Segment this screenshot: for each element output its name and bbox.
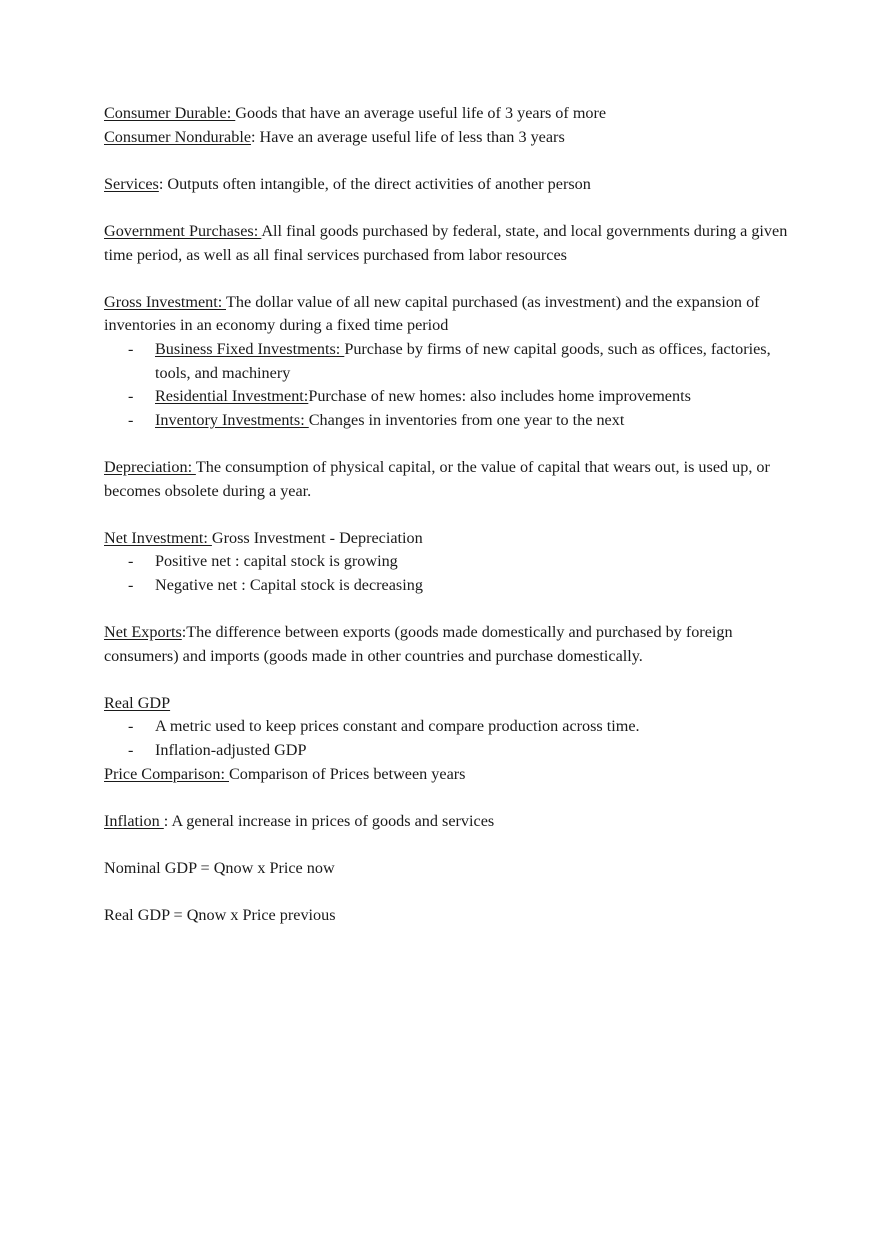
dash-marker: - [128, 741, 134, 760]
real-gdp-list [104, 715, 804, 762]
list-item-text: Negative net : Capital stock is decreasing [155, 575, 423, 594]
depreciation-definition: The consumption of physical capital, or the value of capital that wears out, is used up, or becomes obsolete during a year. [104, 457, 770, 500]
inflation-term: Inflation [104, 811, 164, 830]
price-comparison-definition: Comparison of Prices between years [229, 764, 466, 783]
real-gdp-term: Real GDP [104, 693, 171, 712]
list-item [104, 409, 804, 433]
services-entry [104, 173, 804, 197]
list-item [104, 715, 804, 739]
net-investment-entry [104, 527, 804, 551]
list-item-text: Purchase of new homes: also includes home improvements [308, 387, 691, 406]
dash-marker: - [128, 575, 134, 594]
dash-marker: - [128, 410, 134, 429]
list-item-text: Positive net : capital stock is growing [155, 552, 398, 571]
net-exports-definition: :The difference between exports (goods made domestically and purchased by foreign consumers) and imports (goods made in other countries and purchase domestically. [104, 623, 733, 665]
net-exports-entry [104, 621, 804, 668]
dash-marker: - [128, 339, 134, 358]
gross-investment-term: Gross Investment: [104, 292, 226, 311]
gross-investment-entry [104, 291, 804, 338]
net-investment-definition: Gross Investment - Depreciation [211, 528, 423, 547]
depreciation-entry [104, 456, 804, 503]
list-item-text: A metric used to keep prices constant and compare production across time. [155, 717, 640, 736]
gross-investment-list [104, 338, 804, 432]
dash-marker: - [128, 552, 134, 571]
dash-marker: - [128, 387, 134, 406]
list-item [104, 550, 804, 574]
list-item-text: Inflation-adjusted GDP [155, 741, 307, 760]
price-comparison-term: Price Comparison: [104, 764, 229, 783]
consumer-durable-definition: Goods that have an average useful life of 3 years of more [235, 104, 607, 122]
consumer-nondurable-definition: : Have an average useful life of less than 3 years [251, 127, 565, 146]
list-item [104, 338, 804, 385]
list-item-term: Business Fixed Investments: [155, 339, 345, 358]
nominal-gdp-formula: Nominal GDP = Qnow x Price now [104, 859, 335, 877]
list-item [104, 739, 804, 763]
consumer-nondurable-term: Consumer Nondurable [104, 127, 252, 146]
price-comparison-entry [104, 763, 804, 787]
government-purchases-definition: All final goods purchased by federal, state, and local governments during a given time period, as well as all final services purchased from labor resources [104, 221, 788, 264]
depreciation-term: Depreciation: [104, 457, 196, 476]
consumer-durable-term: Consumer Durable: [104, 104, 236, 122]
list-item [104, 574, 804, 598]
consumer-durable-entry [104, 102, 804, 126]
government-purchases-term: Government Purchases: [104, 221, 262, 240]
services-term: Services [104, 174, 159, 193]
list-item-text: Purchase by firms of new capital goods, such as offices, factories, tools, and machinery [155, 339, 771, 382]
real-gdp-entry [104, 692, 804, 716]
services-definition: : Outputs often intangible, of the direct activities of another person [158, 174, 591, 193]
net-exports-term: Net Exports [104, 623, 182, 642]
document-page [104, 102, 804, 928]
inflation-entry [104, 810, 804, 834]
consumer-nondurable-entry [104, 126, 804, 150]
net-investment-list [104, 550, 804, 597]
inflation-definition: : A general increase in prices of goods and services [163, 811, 495, 830]
list-item-term: Inventory Investments: [155, 410, 309, 429]
dash-marker: - [128, 717, 134, 736]
list-item-term: Residential Investment: [155, 387, 309, 406]
government-purchases-entry [104, 220, 804, 267]
gross-investment-definition: The dollar value of all new capital purchased (as investment) and the expansion of inventories in an economy during a fixed time period [104, 292, 760, 335]
list-item-text: Changes in inventories from one year to the next [308, 410, 625, 429]
list-item [104, 385, 804, 409]
net-investment-term: Net Investment: [104, 528, 212, 547]
real-gdp-formula: Real GDP = Qnow x Price previous [104, 906, 336, 925]
